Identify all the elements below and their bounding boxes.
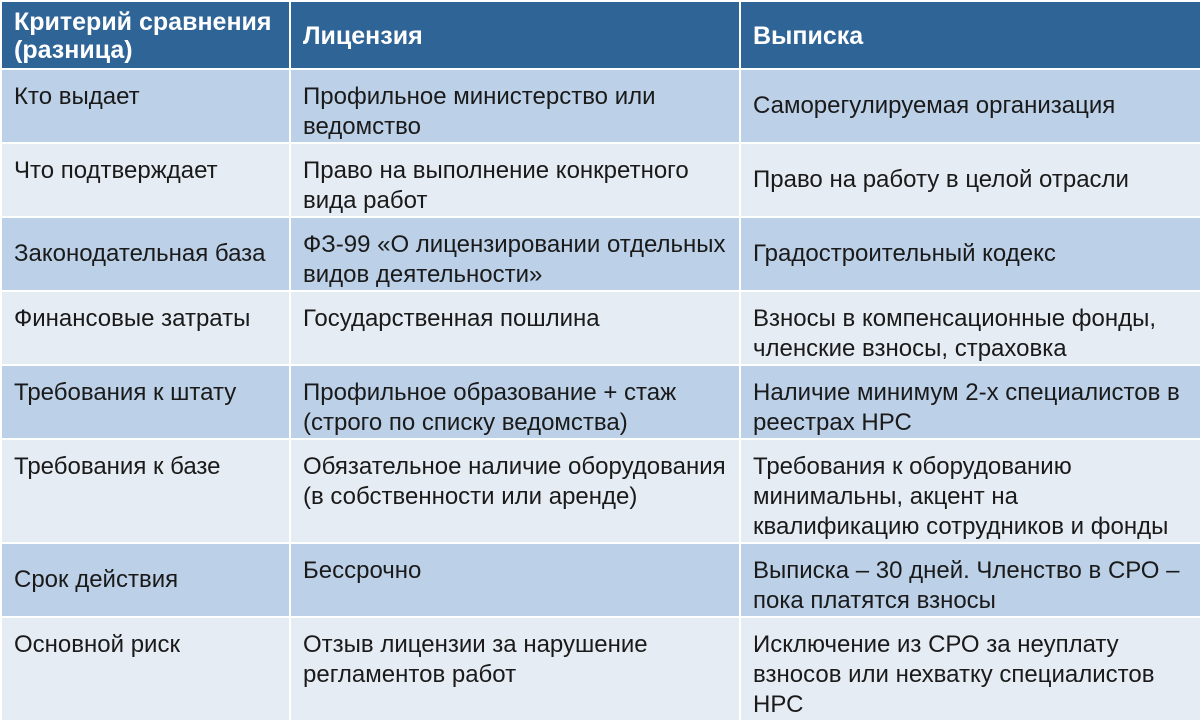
extract-cell: Выписка – 30 дней. Членство в СРО – пока платятся взносы — [740, 543, 1200, 617]
license-cell: ФЗ-99 «О лицензировании отдельных видов деятельности» — [290, 217, 740, 291]
license-cell: Профильное министерство или ведомство — [290, 69, 740, 143]
extract-cell: Право на работу в целой отрасли — [740, 143, 1200, 217]
table-row — [1, 543, 1200, 617]
license-cell: Право на выполнение конкретного вида работ — [290, 143, 740, 217]
extract-cell: Исключение из СРО за неуплату взносов или нехватку специалистов НРС — [740, 617, 1200, 721]
extract-cell: Наличие минимум 2-х специалистов в реестрах НРС — [740, 365, 1200, 439]
license-cell: Отзыв лицензии за нарушение регламентов работ — [290, 617, 740, 721]
criterion-cell: Срок действия — [1, 543, 290, 617]
extract-cell: Градостроительный кодекс — [740, 217, 1200, 291]
criterion-cell: Основной риск — [1, 617, 290, 721]
table-row — [1, 439, 1200, 543]
extract-cell: Взносы в компенсационные фонды, членские взносы, страховка — [740, 291, 1200, 365]
criterion-cell: Финансовые затраты — [1, 291, 290, 365]
criterion-cell: Что подтверждает — [1, 143, 290, 217]
criterion-cell: Законодательная база — [1, 217, 290, 291]
extract-cell: Требования к оборудованию минимальны, акцент на квалификацию сотрудников и фонды — [740, 439, 1200, 543]
criterion-cell: Кто выдает — [1, 69, 290, 143]
criterion-cell: Требования к базе — [1, 439, 290, 543]
license-cell: Обязательное наличие оборудования (в собственности или аренде) — [290, 439, 740, 543]
extract-cell: Саморегулируемая организация — [740, 69, 1200, 143]
header-extract: Выписка — [740, 1, 1200, 69]
header-license: Лицензия — [290, 1, 740, 69]
license-cell: Бессрочно — [290, 543, 740, 617]
header-criterion: Критерий сравнения (разница) — [1, 1, 290, 69]
table-row — [1, 143, 1200, 217]
header-row — [1, 1, 1200, 69]
table-row — [1, 217, 1200, 291]
table-row — [1, 291, 1200, 365]
table-row — [1, 365, 1200, 439]
table-row — [1, 69, 1200, 143]
license-cell: Профильное образование + стаж (строго по списку ведомства) — [290, 365, 740, 439]
criterion-cell: Требования к штату — [1, 365, 290, 439]
license-cell: Государственная пошлина — [290, 291, 740, 365]
table-row — [1, 617, 1200, 721]
